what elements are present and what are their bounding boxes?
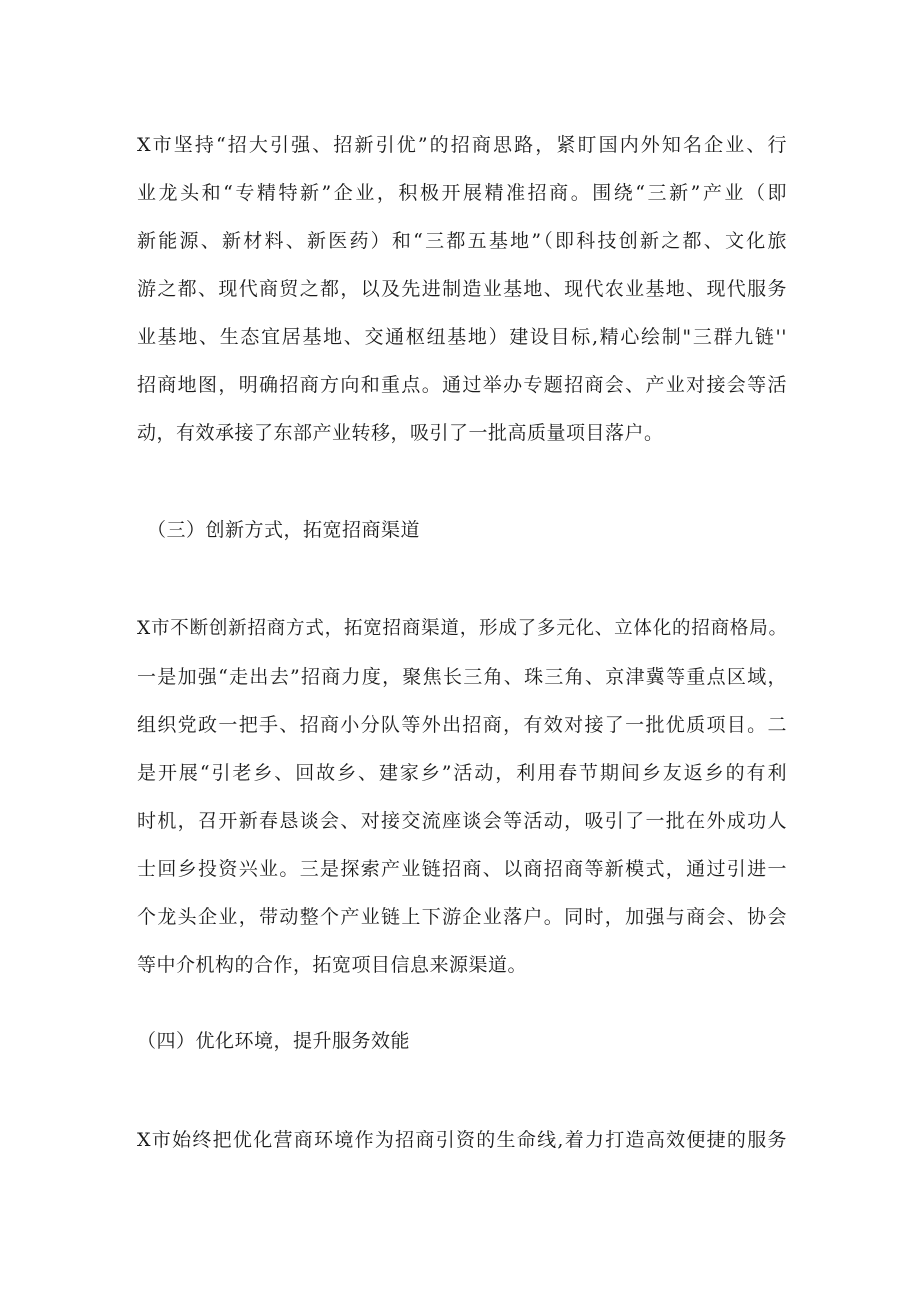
paragraph-1-line-2: 业龙头和“专精特新”企业，积极开展精准招商。围绕“三新”产业（即 xyxy=(137,182,787,204)
paragraph-3-line-1: X市始终把优化营商环境作为招商引资的生命线,着力打造高效便捷的服务 xyxy=(137,1129,787,1151)
paragraph-1-line-4: 游之都、现代商贸之都，以及先进制造业基地、现代农业基地、现代服务 xyxy=(137,278,787,300)
paragraph-2-line-3: 组织党政一把手、招商小分队等外出招商，有效对接了一批优质项目。二 xyxy=(137,714,787,736)
section-heading-4: （四）优化环境，提升服务效能 xyxy=(137,1030,411,1052)
paragraph-2-line-5: 时机，召开新春恳谈会、对接交流座谈会等活动，吸引了一批在外成功人 xyxy=(137,810,787,832)
paragraph-1-line-5: 业基地、生态宜居基地、交通枢纽基地）建设目标,精心绘制"三群九链'' xyxy=(137,326,787,348)
paragraph-2-line-8: 等中介机构的合作，拓宽项目信息来源渠道。 xyxy=(137,954,528,976)
paragraph-1-line-3: 新能源、新材料、新医药）和“三都五基地”（即科技创新之都、文化旅 xyxy=(137,230,787,252)
paragraph-2-line-4: 是开展“引老乡、回故乡、建家乡”活动，利用春节期间乡友返乡的有利 xyxy=(137,762,787,784)
paragraph-1-line-1: X市坚持“招大引强、招新引优”的招商思路，紧盯国内外知名企业、行 xyxy=(137,134,787,156)
paragraph-2-line-2: 一是加强“走出去”招商力度，聚焦长三角、珠三角、京津冀等重点区域， xyxy=(137,666,787,688)
paragraph-2-line-6: 士回乡投资兴业。三是探索产业链招商、以商招商等新模式，通过引进一 xyxy=(137,858,787,880)
paragraph-2-line-7: 个龙头企业，带动整个产业链上下游企业落户。同时，加强与商会、协会 xyxy=(137,906,787,928)
paragraph-1-line-6: 招商地图，明确招商方向和重点。通过举办专题招商会、产业对接会等活 xyxy=(137,374,787,396)
section-heading-3: （三）创新方式，拓宽招商渠道 xyxy=(147,519,421,541)
paragraph-2-line-1: X市不断创新招商方式，拓宽招商渠道，形成了多元化、立体化的招商格局。 xyxy=(137,618,787,639)
paragraph-1-line-7: 动，有效承接了东部产业转移，吸引了一批高质量项目落户。 xyxy=(137,422,664,444)
